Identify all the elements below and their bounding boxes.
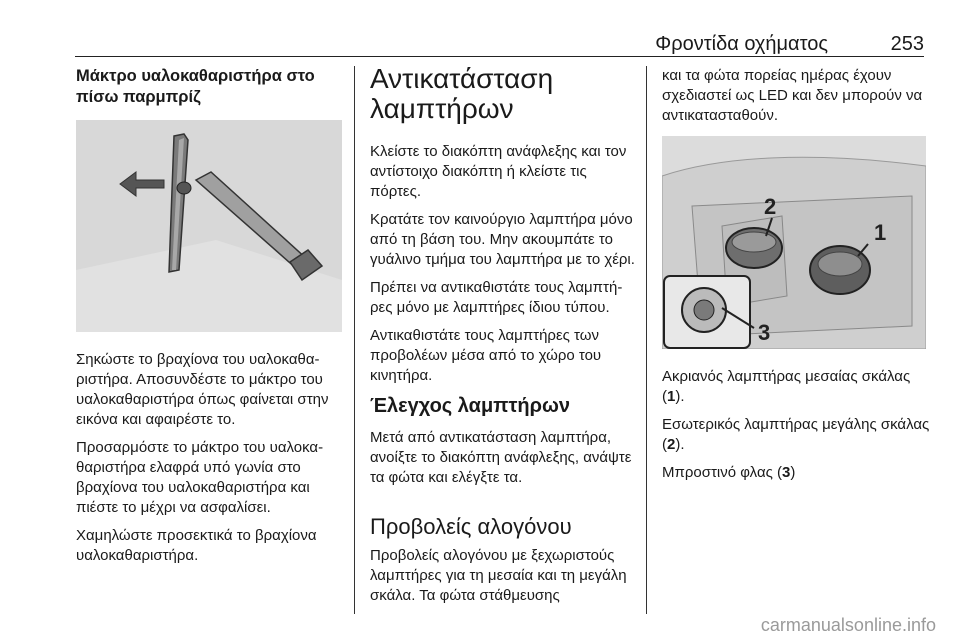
legend-item-3: Μπροστινό φλας (3) — [662, 464, 796, 481]
callout-3: 3 — [758, 320, 771, 345]
paragraph: Κλείστε το διακόπτη ανάφλεξης και τον αντίστοιχο διακόπτη ή κλείστε τις πόρτες. — [370, 143, 627, 200]
section-heading-bulb-replacement: Αντικατάσταση λαμπτήρων — [370, 63, 554, 124]
column-3 — [662, 66, 930, 491]
headlamp-illustration — [662, 136, 926, 349]
blade-joint — [177, 182, 191, 194]
page-number: 253 — [890, 33, 924, 55]
callout-2: 2 — [764, 194, 777, 219]
paragraph: Σηκώστε το βραχίονα του υαλοκαθαριστήρα. Αποσυνδέστε το μάκτρο του υαλοκαθαριστήρα όπως φαίνεται στην εικόνα και αφαιρέστε το. — [76, 351, 329, 428]
callout-1: 1 — [874, 220, 887, 245]
header-divider — [75, 56, 924, 57]
legend-ref: 2 — [667, 436, 676, 453]
subheading-bulb-check: Έλεγχος λαμπτήρων — [370, 395, 571, 417]
column-2 — [370, 64, 636, 614]
legend-text: Μπροστινό φλας — [662, 464, 773, 481]
legend-text: Εσωτερικός λαμπτήρας μεγάλης σκάλας — [662, 416, 930, 433]
column-divider-2 — [646, 66, 647, 614]
headlamp-diagram — [662, 136, 926, 349]
paragraph: Χαμηλώστε προσεκτικά το βραχίονα υαλοκαθαριστήρα. — [76, 527, 317, 564]
legend-item-1: Ακριανός λαμπτήρας μεσαίας σκάλας (1). — [662, 368, 911, 405]
legend-text: Ακριανός λαμπτήρας μεσαίας σκάλας — [662, 368, 911, 385]
running-header-title: Φροντίδα οχήματος — [655, 33, 828, 55]
paragraph: και τα φώτα πορείας ημέρας έχουν σχεδιαστεί ως LED και δεν μπορούν να αντικατασταθούν. — [662, 67, 923, 124]
section-heading-halogen: Προβολείς αλογόνου — [370, 514, 572, 539]
legend-ref: 1 — [667, 388, 676, 405]
paragraph: Πρέπει να αντικαθιστάτε τους λαμπτήρες μόνο με λαμπτήρες ίδιου τύπου. — [370, 279, 623, 316]
section-heading-rear-wiper: Μάκτρο υαλοκαθαριστήρα στο πίσω παρμπρίζ — [76, 67, 315, 106]
paragraph: Μετά από αντικατάσταση λαμπτήρα, ανοίξτε το διακόπτη ανάφλεξης, ανάψτε τα φώτα και ελέγξτε τα. — [370, 429, 632, 486]
watermark: carmanualsonline.info — [760, 615, 936, 635]
paragraph: Προσαρμόστε το μάκτρο του υαλοκαθαριστήρα ελαφρά υπό γωνία στο βραχίονα του υαλοκαθαριστήρα και πιέστε το μέχρι να ασφαλίσει. — [76, 439, 324, 516]
paragraph: Κρατάτε τον καινούργιο λαμπτήρα μόνο από τη βάση του. Μην ακουμπάτε το γυάλινο τμήμα του λαμπτήρα με το χέρι. — [370, 211, 635, 268]
wiper-diagram — [76, 120, 342, 332]
legend-item-2: Εσωτερικός λαμπτήρας μεγάλης σκάλας (2). — [662, 416, 930, 453]
legend-ref: 3 — [782, 464, 791, 481]
paragraph: Αντικαθιστάτε τους λαμπτήρες των προβολέων μέσα από το χώρο του κινητήρα. — [370, 327, 602, 384]
column-1 — [76, 66, 342, 574]
column-divider-1 — [354, 66, 355, 614]
rear-wiper-illustration — [76, 120, 342, 332]
paragraph: Προβολείς αλογόνου με ξεχωριστούς λαμπτήρες για τη μεσαία και τη μεγάλη σκάλα. Τα φώτα στάθμευσης — [370, 547, 627, 604]
